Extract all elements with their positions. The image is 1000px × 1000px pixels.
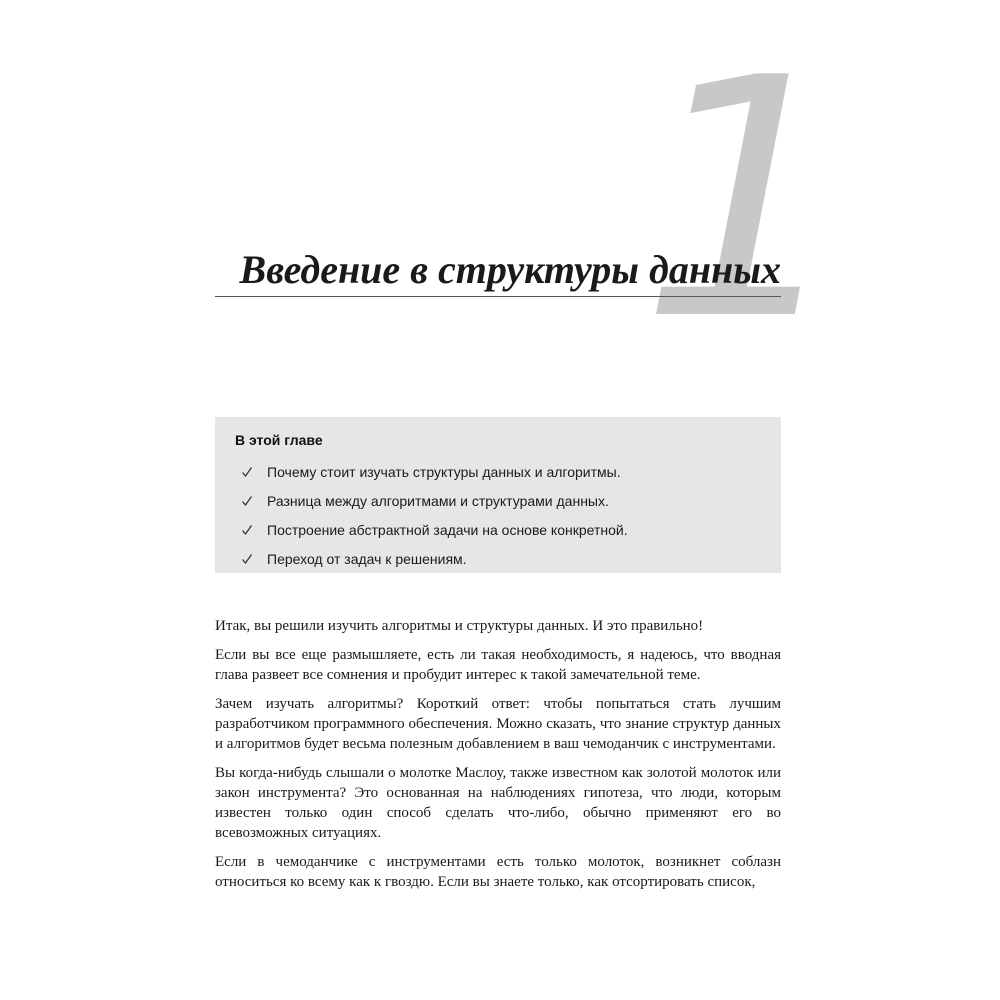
check-icon — [241, 553, 253, 565]
list-item-text: Разница между алгоритмами и структурами данных. — [267, 492, 609, 509]
title-rule — [215, 296, 781, 297]
paragraph: Если в чемоданчике с инструментами есть только молоток, возникнет соблазн относиться ко всему как к гвоздю. Если вы знаете только, как отсортировать список, — [215, 854, 781, 890]
check-icon — [241, 466, 253, 478]
list-item — [235, 544, 761, 573]
list-item — [235, 515, 761, 544]
list-item-text: Построение абстрактной задачи на основе конкретной. — [267, 521, 628, 538]
body-text — [215, 616, 781, 901]
list-item — [235, 457, 761, 486]
chapter-summary-list — [235, 457, 761, 573]
paragraph: Вы когда-нибудь слышали о молотке Маслоу, также известном как золотой молоток или закон инструмента? Это основанная на наблюдениях гипотеза, что люди, которым известен только один способ сделать что-либо, обычно применяют его во всевозможных ситуациях. — [215, 765, 781, 841]
check-icon — [241, 495, 253, 507]
check-icon — [241, 524, 253, 536]
paragraph: Итак, вы решили изучить алгоритмы и структуры данных. И это правильно! — [215, 618, 704, 634]
list-item-text: Переход от задач к решениям. — [267, 550, 467, 567]
list-item — [235, 486, 761, 515]
chapter-summary-box — [215, 417, 781, 573]
chapter-number: 1 — [640, 8, 850, 392]
paragraph: Если вы все еще размышляете, есть ли такая необходимость, я надеюсь, что вводная глава развеет все сомнения и пробудит интерес к такой замечательной теме. — [215, 647, 781, 683]
chapter-summary-heading: В этой главе — [235, 432, 323, 448]
list-item-text: Почему стоит изучать структуры данных и алгоритмы. — [267, 463, 621, 480]
paragraph: Зачем изучать алгоритмы? Короткий ответ: чтобы попытаться стать лучшим разработчиком программного обеспечения. Можно сказать, что знание структур данных и алгоритмов будет весьма полезным добавлением в ваш чемоданчик с инструментами. — [215, 696, 781, 752]
chapter-title: Введение в структуры данных — [239, 247, 781, 292]
